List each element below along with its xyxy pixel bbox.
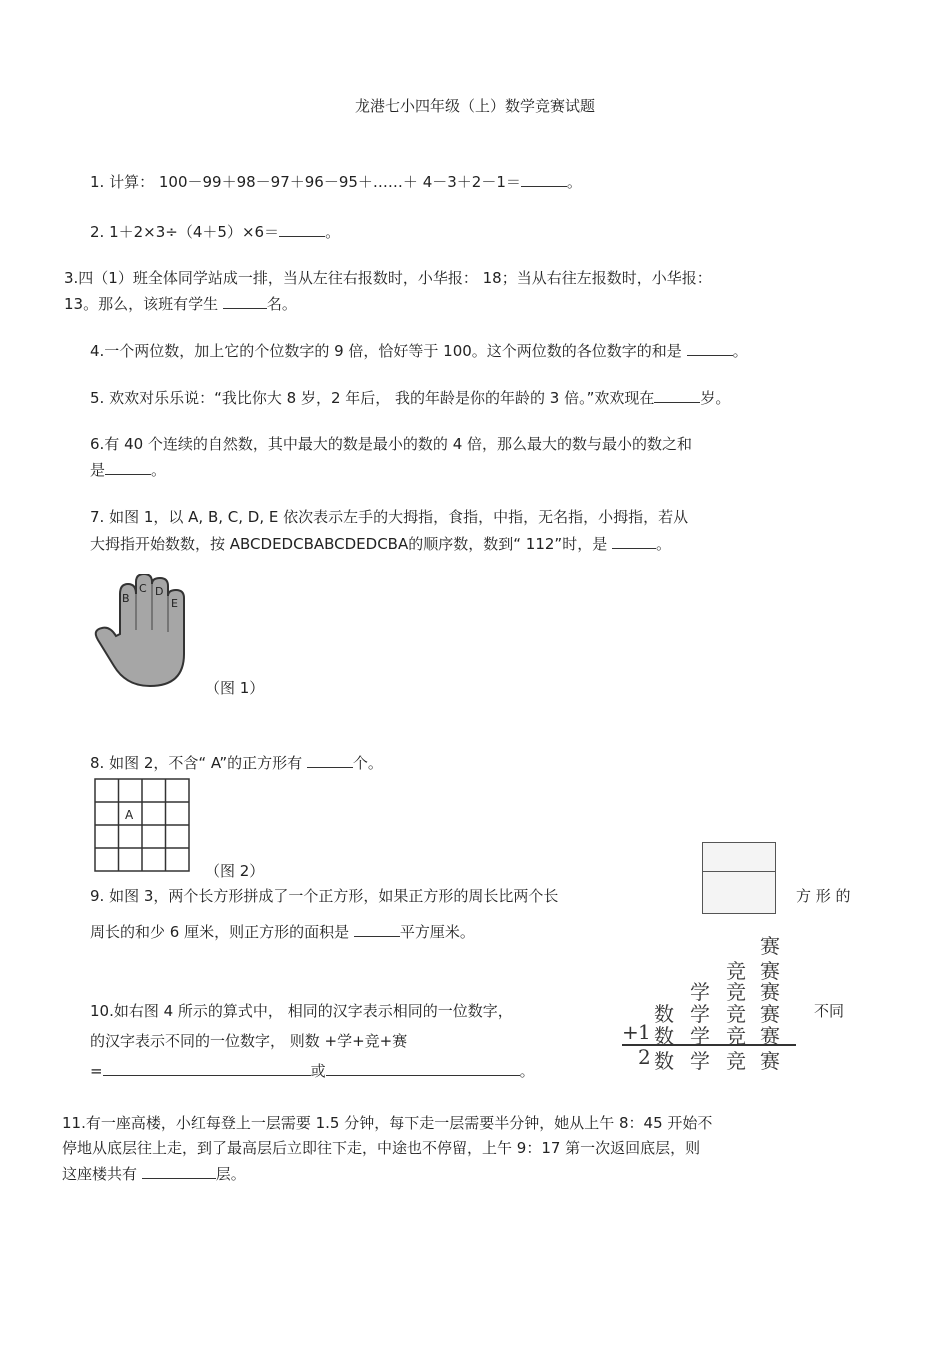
question-9-line-1b: 方 形 的 <box>796 887 851 905</box>
question-11-line-2: 停地从底层往上走，到了最高层后立即往下走，中途也不停留，上午 9：17 第一次返回底层，则 <box>62 1139 701 1157</box>
answer-blank[interactable] <box>612 533 656 549</box>
rectangle-divider <box>703 871 775 872</box>
answer-blank[interactable] <box>105 459 151 475</box>
digit-xue: 学 <box>690 1049 710 1073</box>
digit-jing: 竞 <box>726 1049 746 1073</box>
question-4 <box>90 340 748 361</box>
question-text: 欢欢对乐乐说：“我比你大 8 岁，2 年后， 我的年龄是你的年龄的 3 倍。”欢欢现在 <box>109 389 655 407</box>
grid-marker-a: A <box>125 808 134 822</box>
question-11-line-3 <box>62 1163 246 1184</box>
question-7-line-2 <box>90 533 671 554</box>
answer-blank[interactable] <box>654 387 700 403</box>
question-end: 。 <box>732 342 748 360</box>
question-number: 1. <box>90 173 105 191</box>
digit-shu: 数 <box>654 1002 674 1026</box>
question-11-line-1: 11.有一座高楼，小红每登上一层需要 1.5 分钟，每下走一层需要半分钟，她从上午 8：45 开始不 <box>62 1114 713 1132</box>
finger-label-d: D <box>155 585 164 598</box>
answer-blank[interactable] <box>279 221 325 237</box>
question-8 <box>90 752 383 773</box>
question-5 <box>90 387 730 408</box>
answer-blank[interactable] <box>687 340 733 356</box>
answer-blank-2[interactable] <box>326 1060 520 1076</box>
question-10-line-1a: 10.如右图 4 所示的算式中， 相同的汉字表示相同的一位数字， <box>90 1002 513 1020</box>
finger-label-c: C <box>139 582 147 595</box>
question-end: 。 <box>519 1062 535 1080</box>
digit-xue: 学 <box>690 1002 710 1026</box>
answer-blank[interactable] <box>521 171 567 187</box>
question-7-line-1: 7. 如图 1，以 A, B, C, D, E 依次表示左手的大拇指，食指，中指，无名指，小拇指，若从 <box>90 508 689 526</box>
digit-sai: 赛 <box>760 1002 780 1026</box>
question-end: 层。 <box>215 1165 246 1183</box>
question-text: = <box>90 1062 103 1080</box>
grid-figure <box>94 778 190 872</box>
question-text: 的顺序数，数到“ 112”时，是 <box>408 535 612 553</box>
question-text: 4.一个两位数，加上它的个位数字的 9 倍，恰好等于 100。这个两位数的各位数字的和是 <box>90 342 687 360</box>
question-number: 2. <box>90 223 105 241</box>
finger-label-e: E <box>171 597 178 610</box>
question-end: 。 <box>655 535 671 553</box>
digit-sai: 赛 <box>760 1024 780 1048</box>
square-figure <box>702 842 776 914</box>
digit-xue: 学 <box>690 980 710 1004</box>
answer-blank-1[interactable] <box>103 1060 311 1076</box>
digit-jing: 竞 <box>726 1002 746 1026</box>
digit-one: 1 <box>638 1020 651 1044</box>
question-end: 岁。 <box>700 389 731 407</box>
question-end: 。 <box>151 461 167 479</box>
question-2 <box>90 221 340 242</box>
digit-sai: 赛 <box>760 980 780 1004</box>
digit-sai: 赛 <box>760 959 780 983</box>
question-text: 是 <box>90 461 106 479</box>
question-3-line-1: 3.四（1）班全体同学站成一排，当从左往右报数时，小华报： 18；当从右往左报数时，小华报： <box>64 269 712 287</box>
question-text: 或 <box>310 1062 326 1080</box>
question-end: 个。 <box>352 754 383 772</box>
question-text: 计算： 100－99＋98－97＋96－95＋……＋ 4－3＋2－1＝ <box>109 173 521 191</box>
question-end: 名。 <box>266 295 297 313</box>
digit-xue: 学 <box>690 1024 710 1048</box>
question-text: 8. 如图 2，不含“ A”的正方形有 <box>90 754 307 772</box>
question-text: 大拇指开始数数，按 ABCDEDCBABCDEDCBA <box>90 535 409 553</box>
digit-jing: 竞 <box>726 959 746 983</box>
hand-figure <box>92 574 192 692</box>
figure-1-caption: （图 1） <box>205 679 265 697</box>
question-end: 。 <box>566 173 582 191</box>
digit-sai: 赛 <box>760 1049 780 1073</box>
grid-4x4 <box>95 779 189 871</box>
question-9-line-2 <box>90 921 475 942</box>
question-end: 。 <box>325 223 341 241</box>
digit-two: 2 <box>638 1045 651 1069</box>
answer-blank[interactable] <box>223 293 267 309</box>
figure-2-caption: （图 2） <box>205 862 265 880</box>
answer-blank[interactable] <box>307 752 353 768</box>
digit-shu: 数 <box>654 1049 674 1073</box>
question-text: 周长的和少 6 厘米，则正方形的面积是 <box>90 923 354 941</box>
question-text: 13。那么，该班有学生 <box>64 295 223 313</box>
question-10-line-2: 的汉字表示不同的一位数字， 则数 +学+竞+赛 <box>90 1032 408 1050</box>
question-text: 1＋2×3÷（4＋5）×6＝ <box>109 223 280 241</box>
answer-blank[interactable] <box>354 921 400 937</box>
question-9-line-1a: 9. 如图 3，两个长方形拼成了一个正方形，如果正方形的周长比两个长 <box>90 887 559 905</box>
question-end: 平方厘米。 <box>399 923 475 941</box>
digit-jing: 竞 <box>726 1024 746 1048</box>
question-6-line-2 <box>90 459 166 480</box>
question-3-line-2 <box>64 293 297 314</box>
question-text: 这座楼共有 <box>62 1165 142 1183</box>
question-10-line-3 <box>90 1060 535 1081</box>
plus-sign: + <box>622 1020 639 1044</box>
digit-jing: 竞 <box>726 980 746 1004</box>
finger-label-b: B <box>122 592 130 605</box>
digit-shu: 数 <box>654 1024 674 1048</box>
digit-sai: 赛 <box>760 934 780 958</box>
question-10-line-1b: 不同 <box>814 1002 845 1020</box>
question-number: 5. <box>90 389 105 407</box>
question-6-line-1: 6.有 40 个连续的自然数，其中最大的数是最小的数的 4 倍，那么最大的数与最小的数之和 <box>90 435 693 453</box>
page-title: 龙港七小四年级（上）数学竞赛试题 <box>354 97 595 115</box>
answer-blank[interactable] <box>142 1163 216 1179</box>
question-1 <box>90 171 582 192</box>
